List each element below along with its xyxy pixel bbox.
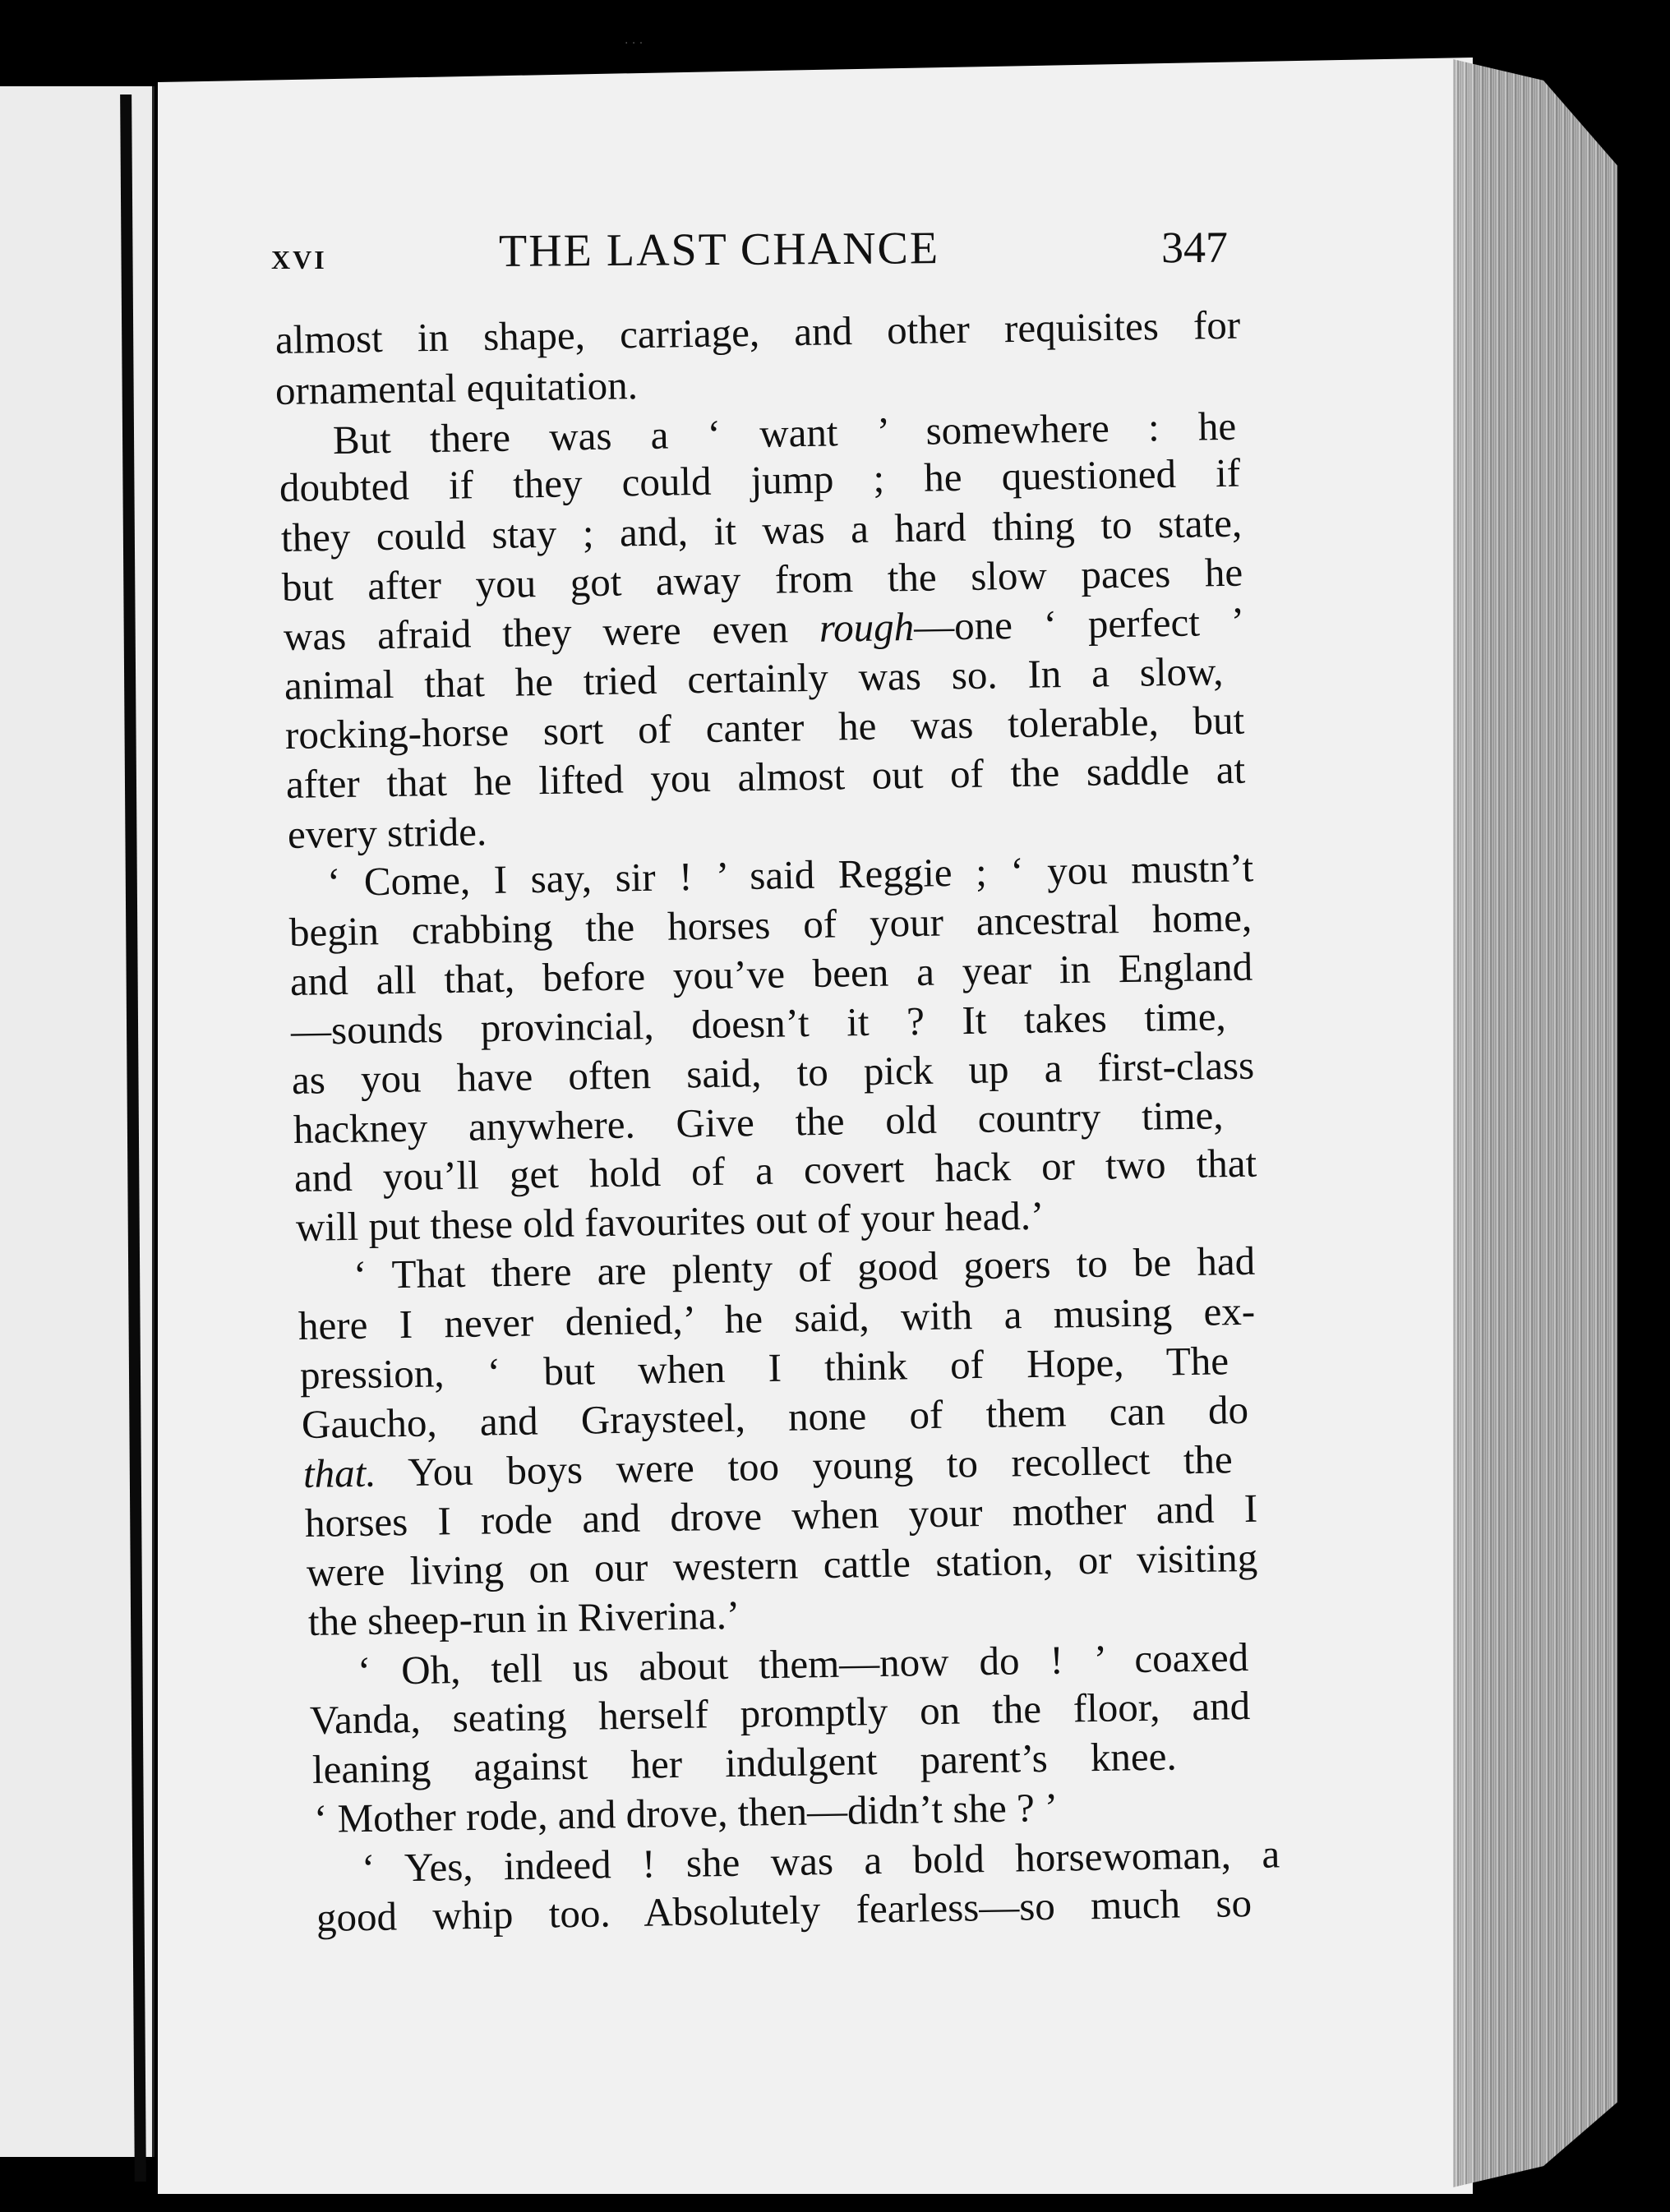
text-line: horses I rode and drove when your mother and I [304,1485,1258,1546]
text-line: ornamental equitation. [274,362,639,413]
text-line: ‘ Come, I say, sir ! ’ said Reggie ; ‘ you mustn’t [326,845,1254,905]
text-line: —sounds provincial, doesn’t it ? It takes time, [290,993,1227,1053]
text-line: hackney anywhere. Give the old country time, [293,1092,1224,1152]
text-line: leaning against her indulgent parent’s knee. [311,1733,1178,1792]
text-line: that. You boys were too young to recollect the [302,1436,1234,1496]
text-line: the sheep-run in Riverina.’ [307,1592,740,1644]
running-head-title: THE LAST CHANCE [498,223,940,277]
text-line: good whip too. Absolutely fearless—so much so [316,1880,1252,1940]
text-line: after that he lifted you almost out of the saddle at [285,746,1246,807]
text-line: animal that he tried certainly was so. In a slow, [284,648,1224,708]
text-line: as you have often said, to pick up a first-class [291,1042,1255,1103]
running-head-chapter: xvi [271,235,327,277]
text-line: But there was a ‘ want ’ somewhere : he [332,403,1237,463]
text-line: but after you got away from the slow paces he [281,549,1243,610]
scan-speck: · · · [625,37,644,50]
text-line: ‘ That there are plenty of good goers to be had [353,1237,1256,1297]
text-line: pression, ‘ but when I think of Hope, The [299,1338,1229,1398]
text-line: and all that, before you’ve been a year in England [289,943,1253,1004]
text-line: doubted if they could jump ; he questioned if [279,449,1241,510]
page-number: 347 [1160,222,1229,273]
text-line: almost in shape, carriage, and other requisites for [274,302,1241,362]
text-line: ‘ Mother rode, and drove, then—didn’t she ? ’ [313,1784,1059,1841]
text-line: and you’ll get hold of a covert hack or two that [293,1140,1257,1200]
text-line: rocking-horse sort of canter he was tolerable, but [284,697,1245,758]
text-line: was afraid they were even rough—one ‘ perfect ’ [283,598,1245,659]
text-line: begin crabbing the horses of your ancestral home, [288,894,1252,955]
text-line: ‘ Yes, indeed ! she was a bold horsewoman, a [361,1831,1280,1891]
text-line: Gaucho, and Graysteel, none of them can do [301,1386,1249,1447]
text-line: here I never denied,’ he said, with a musing ex- [298,1288,1256,1348]
text-line: Vanda, seating herself promptly on the floor, and [309,1683,1251,1743]
text-line: will put these old favourites out of your head.’ [295,1192,1045,1250]
text-line: were living on our western cattle station, or visiting [306,1534,1258,1595]
text-line: ‘ Oh, tell us about them—now do ! ’ coaxed [357,1634,1249,1694]
text-line: they could stay ; and, it was a hard thing to state, [280,500,1243,560]
text-line: every stride. [287,809,487,857]
